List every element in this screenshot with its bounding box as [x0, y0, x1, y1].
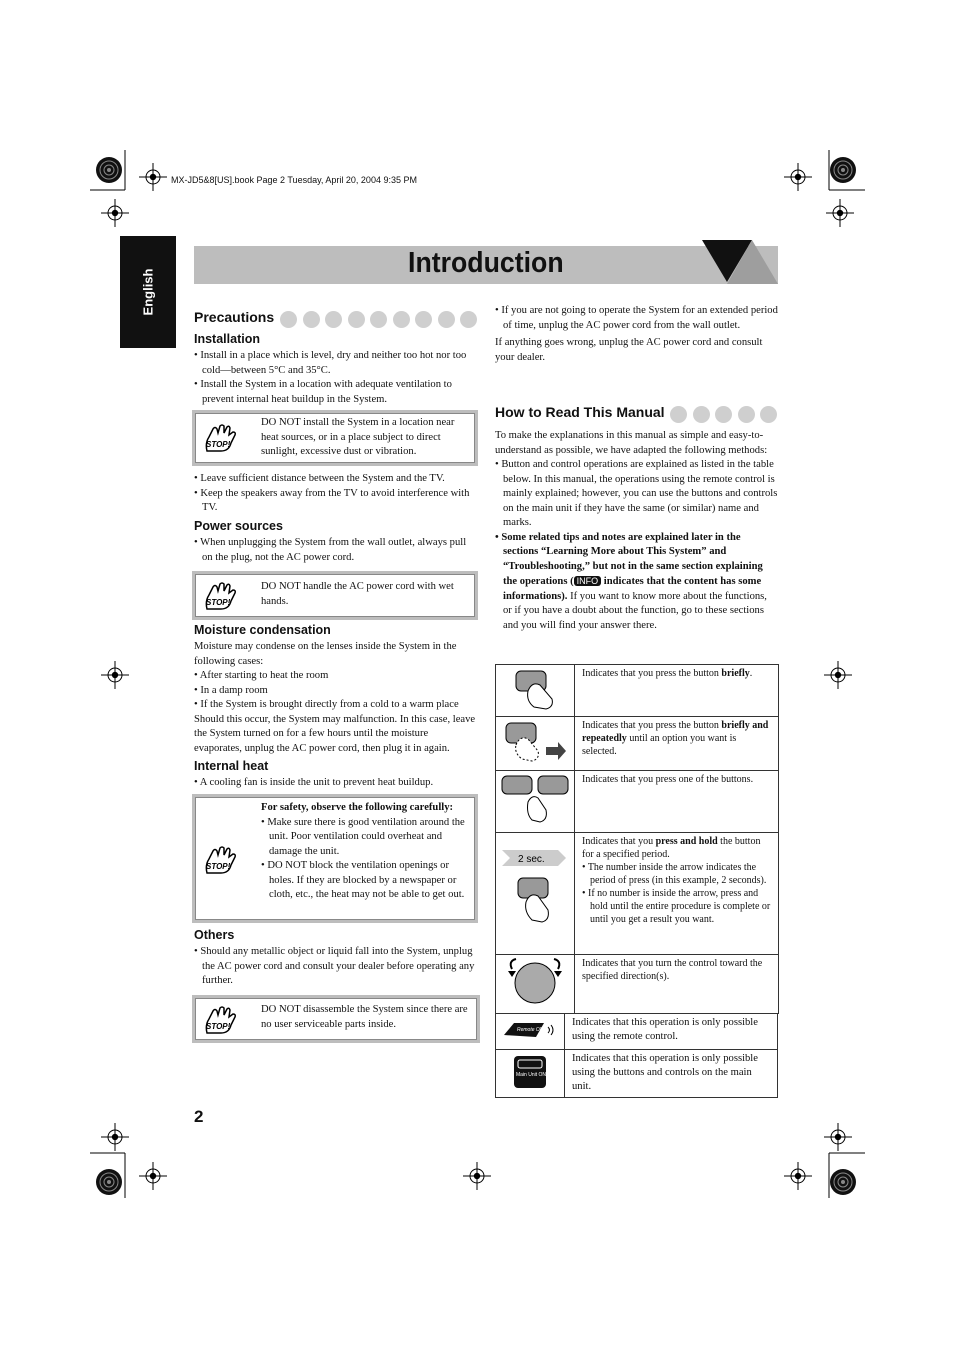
table-row: 2 sec. Indicates that you press and hold the button for a specified period. • The number inside the arrow indicates the period of press (in this example, 2 seconds). • If no number is inside the arrow, press and hold until the entire procedure is complete or until you get a result you want.	[496, 833, 779, 955]
list-item: • A cooling fan is inside the unit to prevent heat buildup.	[194, 777, 434, 788]
info-badge: INFO	[574, 576, 602, 586]
svg-text:STOP!: STOP!	[206, 1022, 231, 1031]
warning-text: DO NOT install the System in a location near heat sources, or in a place subject to direct sunlight, excessive dust or vibration.	[261, 417, 455, 457]
stop-hand-icon	[203, 423, 239, 453]
heat-bullets	[194, 776, 478, 791]
moisture-heading: Moisture condensation	[194, 623, 331, 637]
language-tab-label: English	[140, 268, 156, 316]
header-line: MX-JD5&8[US].book Page 2 Tuesday, April 20, 2004 9:35 PM	[171, 175, 417, 185]
paragraph: If anything goes wrong, unplug the AC power cord and consult your dealer.	[495, 337, 763, 363]
list-item: • DO NOT block the ventilation openings or holes. If they are blocked by a newspaper or cloth, etc., the heat may not be able to get out.	[261, 860, 465, 900]
list-item: • Should any metallic object or liquid fall into the System, unplug the AC power cord and consult your dealer before operating any further.	[194, 946, 475, 986]
others-heading: Others	[194, 928, 235, 942]
how-to-read-heading: How to Read This Manual	[495, 404, 665, 420]
table-row: Indicates that you press the button briefly and repeatedly until an option you want is selected.	[496, 717, 779, 771]
how-to-read-text	[495, 429, 778, 633]
stop-hand-icon	[203, 581, 239, 611]
installation-heading: Installation	[194, 332, 260, 346]
press-one-of-buttons-icon	[496, 771, 575, 833]
press-and-hold-icon	[496, 833, 575, 955]
operations-table	[495, 664, 779, 1014]
power-bullets	[194, 536, 478, 565]
warning-title: For safety, observe the following carefully:	[261, 802, 454, 813]
svg-text:STOP!: STOP!	[206, 440, 231, 449]
svg-text:Remote ONLY: Remote ONLY	[517, 1026, 550, 1033]
registration-star-icon	[96, 157, 122, 183]
list-item: • The number inside the arrow indicates the period of press (in this example, 2 seconds).	[582, 862, 767, 886]
list-item: • Leave sufficient distance between the System and the TV.	[194, 473, 445, 484]
svg-text:STOP!: STOP!	[206, 598, 231, 607]
table-row: Indicates that you turn the control toward the specified direction(s).	[496, 955, 779, 1014]
table-row: Main Unit ONLY Indicates that this operation is only possible using the buttons and controls on the main unit.	[496, 1050, 778, 1098]
list-item: • If you are not going to operate the System for an extended period of time, unplug the AC power cord from the wall outlet.	[495, 305, 778, 331]
paragraph: Moisture may condense on the lenses inside the System in the following cases:	[194, 641, 457, 667]
heading-dots	[280, 311, 483, 333]
others-bullets	[194, 945, 478, 989]
list-item: • If no number is inside the arrow, press and hold until the entire procedure is complete or until you get a result you want.	[582, 888, 771, 925]
heat-heading: Internal heat	[194, 759, 269, 773]
paragraph: To make the explanations in this manual as simple and easy-to-understand as possible, we have adapted the following methods:	[495, 430, 768, 456]
list-item: • Button and control operations are explained as listed in the table below. In this manual, the operations using the remote control is mainly explained; however, you can use the buttons and controls on the main unit if they have the same (or similar) name and marks.	[495, 459, 778, 528]
hold-duration-label: 2 sec.	[518, 853, 545, 865]
main-unit-only-icon	[496, 1050, 565, 1098]
list-item: • Make sure there is good ventilation around the unit. Poor ventilation could overheat and damage the unit.	[261, 816, 465, 857]
press-repeatedly-icon	[496, 717, 575, 771]
svg-text:Main Unit ONLY: Main Unit ONLY	[516, 1071, 550, 1078]
precautions-heading: Precautions	[194, 309, 275, 325]
warning-text: DO NOT disassemble the System since there are no user serviceable parts inside.	[261, 1004, 468, 1030]
language-tab	[120, 236, 176, 348]
remote-only-icon	[496, 1014, 565, 1050]
stop-hand-icon	[203, 845, 239, 875]
paragraph: Should this occur, the System may malfunction. In this case, leave the System turned on for a few hours until the moisture evaporates, unplug the AC power cord, then plug it in again.	[194, 713, 476, 754]
table-row: Indicates that you press the button briefly.	[496, 665, 779, 717]
list-item: • After starting to heat the room	[194, 670, 329, 681]
power-heading: Power sources	[194, 519, 283, 533]
warning-box-heat	[192, 794, 478, 923]
press-briefly-icon	[496, 665, 575, 717]
heading-dots	[670, 406, 783, 428]
stop-hand-icon	[203, 1005, 239, 1035]
table-row: Remote ONLY Indicates that this operation is only possible using the remote control.	[496, 1014, 778, 1050]
moisture-text	[194, 640, 478, 756]
list-item: • In a damp room	[194, 684, 268, 696]
table-row: Indicates that you press one of the buttons.	[496, 771, 779, 833]
right-top-text	[495, 304, 778, 365]
list-item: • If the System is brought directly from a cold to a warm place	[194, 699, 459, 710]
list-item: • Some related tips and notes are explained later in the sections “Learning More about This System” and “Troubleshooting,” but not in the same section explaining the operations ( INFO indicates that the content has some informations). If you want to know more about the functions, or if you have a doubt about the function, go to these sections and you will find your answer there.	[495, 531, 767, 631]
page-title: Introduction	[408, 247, 564, 279]
list-item: • Install the System in a location with adequate ventilation to prevent internal heat buildup in the System.	[194, 379, 452, 405]
installation-bullets-2	[194, 472, 478, 516]
list-item: • When unplugging the System from the wall outlet, always pull on the plug, not the AC power cord.	[194, 537, 467, 563]
warning-box-power	[192, 571, 478, 620]
list-item: • Keep the speakers away from the TV to avoid interference with TV.	[194, 487, 470, 513]
turn-control-knob-icon	[496, 955, 575, 1014]
svg-text:STOP!: STOP!	[206, 862, 231, 871]
list-item: • Install in a place which is level, dry and neither too hot nor too cold—between 5°C and 35°C.	[194, 350, 467, 376]
warning-box-installation	[192, 410, 478, 466]
availability-table	[495, 1013, 778, 1098]
warning-text: DO NOT handle the AC power cord with wet hands.	[261, 581, 454, 607]
page-number: 2	[194, 1107, 204, 1126]
installation-bullets	[194, 349, 478, 407]
warning-box-others	[192, 995, 480, 1043]
